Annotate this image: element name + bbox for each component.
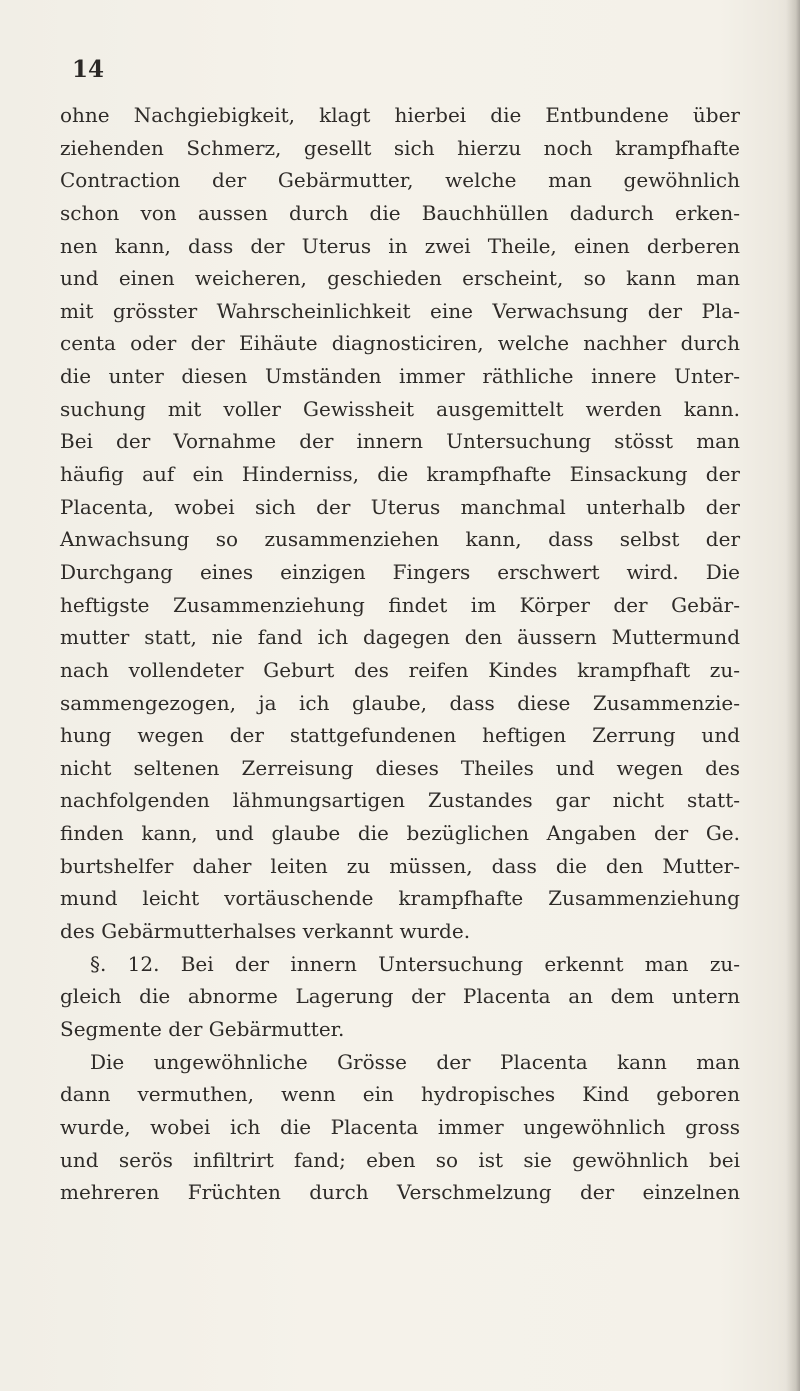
text-line: schon von aussen durch die Bauchhüllen dadurch erken- (60, 200, 740, 225)
text-line: Segmente der Gebärmutter. (60, 1016, 345, 1041)
text-line: Anwachsung so zusammenziehen kann, dass selbst der (60, 527, 740, 552)
text-line: sammengezogen, ja ich glaube, dass diese Zusammenzie- (60, 690, 740, 715)
text-line: des Gebärmutterhalses verkannt wurde. (60, 919, 471, 944)
text-line: und einen weicheren, geschieden erscheint, so kann man (60, 266, 740, 291)
text-line: finden kann, und glaube die bezüglichen Angaben der Ge. (60, 821, 740, 846)
text-line: Placenta, wobei sich der Uterus manchmal unterhalb der (60, 494, 740, 519)
text-line: nachfolgenden lähmungsartigen Zustandes gar nicht statt- (60, 788, 740, 813)
text-line: wurde, wobei ich die Placenta immer ungewöhnlich gross (60, 1114, 740, 1139)
text-line: gleich die abnorme Lagerung der Placenta an dem untern (60, 984, 740, 1009)
text-line: §. 12. Bei der innern Untersuchung erkennt man zu- (90, 951, 740, 976)
text-line: dann vermuthen, wenn ein hydropisches Kind geboren (60, 1082, 740, 1107)
text-line: häufig auf ein Hinderniss, die krampfhafte Einsackung der (60, 462, 740, 487)
text-line: mund leicht vortäuschende krampfhafte Zusammenziehung (60, 886, 740, 911)
body-text (60, 99, 740, 1209)
page-number: 14 (72, 56, 105, 83)
text-line: nicht seltenen Zerreisung dieses Theiles und wegen des (60, 755, 740, 780)
text-line: ohne Nachgiebigkeit, klagt hierbei die Entbundene über (60, 103, 740, 127)
text-line: mit grösster Wahrscheinlichkeit eine Verwachsung der Pla- (60, 298, 740, 323)
text-line: mutter statt, nie fand ich dagegen den äussern Muttermund (60, 625, 740, 650)
text-line: die unter diesen Umständen immer räthliche innere Unter- (60, 364, 740, 389)
text-line: Contraction der Gebärmutter, welche man gewöhnlich (60, 168, 740, 193)
text-line: Die ungewöhnliche Grösse der Placenta kann man (90, 1049, 740, 1074)
text-line: heftigste Zusammenziehung findet im Körper der Gebär- (60, 592, 740, 617)
text-line: mehreren Früchten durch Verschmelzung der einzelnen (60, 1180, 740, 1205)
text-line: Bei der Vornahme der innern Untersuchung stösst man (60, 429, 740, 454)
text-line: hung wegen der stattgefundenen heftigen Zerrung und (60, 723, 740, 748)
page-edge-shadow (786, 0, 800, 1391)
text-line: und serös infiltrirt fand; eben so ist sie gewöhnlich bei (60, 1147, 740, 1172)
text-line: Durchgang eines einzigen Fingers erschwert wird. Die (60, 559, 740, 584)
text-line: centa oder der Eihäute diagnosticiren, welche nachher durch (60, 331, 740, 356)
text-line: suchung mit voller Gewissheit ausgemittelt werden kann. (60, 396, 740, 421)
text-line: nen kann, dass der Uterus in zwei Theile, einen derberen (60, 233, 740, 258)
text-line: ziehenden Schmerz, gesellt sich hierzu noch krampfhafte (60, 135, 740, 160)
text-line: nach vollendeter Geburt des reifen Kindes krampfhaft zu- (60, 657, 740, 682)
text-line: burtshelfer daher leiten zu müssen, dass die den Mutter- (60, 853, 740, 878)
